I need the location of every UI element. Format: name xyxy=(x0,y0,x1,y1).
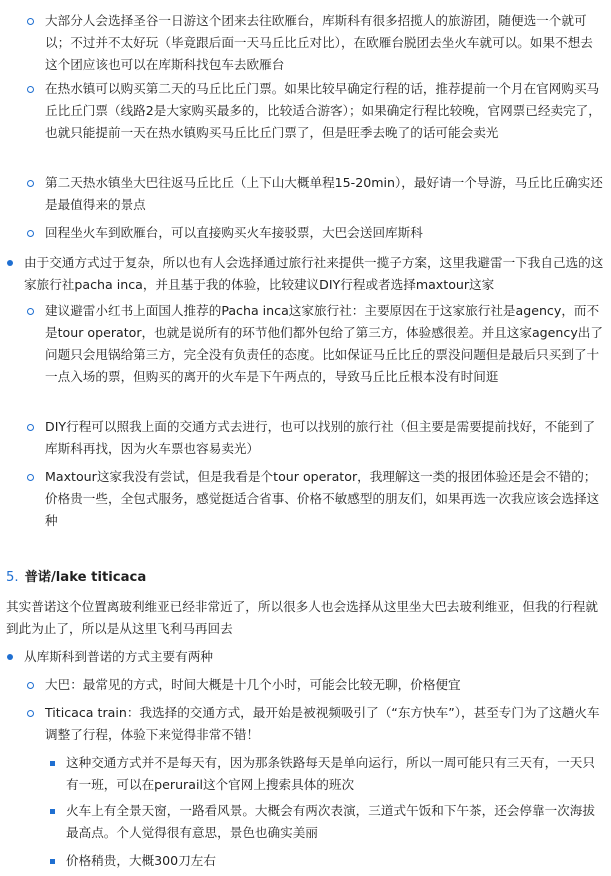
circle-bullet-icon xyxy=(27,424,34,431)
section-heading xyxy=(6,567,146,589)
disc-bullet-icon xyxy=(7,260,13,266)
list-item-travel-agency xyxy=(24,252,605,296)
section-intro: 其实普诺这个位置离玻利维亚已经非常近了，所以很多人也会选择从这里坐大巴去玻利维亚，但我的行程就到此为止了，所以是从这里飞利马再回去 xyxy=(6,599,598,636)
circle-bullet-icon xyxy=(27,308,34,315)
list-item-return xyxy=(45,222,605,244)
list-item-text: 从库斯科到普诺的方式主要有两种 xyxy=(24,649,213,664)
list-item-text: Maxtour这家我没有尝试，但是我看是个tour operator，我理解这一类的报团体验还是会不错的；价格贵一些，全包式服务，感觉挺适合省事、价格不敏感型的朋友们，如果再选一次我应该会选择这种 xyxy=(45,469,600,528)
square-bullet-icon xyxy=(50,859,55,864)
circle-bullet-icon xyxy=(27,18,34,25)
list-item-text: 在热水镇可以购买第二天的马丘比丘门票。如果比较早确定行程的话，推荐提前一个月在官网购买马丘比丘门票（线路2是大家购买最多的，比较适合游客）；如果确定行程比较晚，官网票已经卖完了，也就只能提前一天在热水镇购买马丘比丘门票了，但是旺季去晚了的话可能会卖光 xyxy=(45,81,601,140)
section-title: 普诺/lake titicaca xyxy=(24,570,147,585)
list-item-pacha-inca xyxy=(45,300,605,388)
list-item-text: 大部分人会选择圣谷一日游这个团来去往欧雁台，库斯科有很多招揽人的旅游团，随便选一个就可以；不过并不太好玩（毕竟跟后面一天马丘比丘对比），在欧雁台脱团去坐火车就可以。如果不想去这个团应该也可以在库斯科找包车去欧雁台 xyxy=(45,13,593,72)
list-item-text: 火车上有全景天窗，一路看风景。大概会有两次表演，三道式午饭和下午茶，还会停靠一次海拔最高点。个人觉得很有意思，景色也确实美丽 xyxy=(66,803,595,840)
list-item-text: 这种交通方式并不是每天有，因为那条铁路每天是单向运行，所以一周可能只有三天有，一天只有一班，可以在perurail这个官网上搜索具体的班次 xyxy=(66,755,595,792)
list-item-text: 第二天热水镇坐大巴往返马丘比丘（上下山大概单程15-20min），最好请一个导游，马丘比丘确实还是最值得来的景点 xyxy=(45,175,603,212)
list-item-text: Titicaca train：我选择的交通方式，最开始是被视频吸引了（“东方快车”），甚至专门为了这趟火车调整了行程，体验下来觉得非常不错！ xyxy=(45,705,600,742)
circle-bullet-icon xyxy=(27,180,34,187)
list-item-diy xyxy=(45,416,605,460)
list-item-bus xyxy=(45,172,605,216)
list-item-two-ways xyxy=(24,646,605,668)
list-item-text: 由于交通方式过于复杂，所以也有人会选择通过旅行社来提供一揽子方案，这里我避雷一下我自己选的这家旅行社pacha inca，并且基于我的体验，比较建议DIY行程或者选择maxtour这家 xyxy=(24,255,604,292)
list-item-titicaca-train xyxy=(45,702,605,746)
disc-bullet-icon xyxy=(7,654,13,660)
circle-bullet-icon xyxy=(27,474,34,481)
list-item-text: 价格稍贵，大概300刀左右 xyxy=(66,853,216,868)
section-number: 5. xyxy=(6,570,19,585)
list-item-tour-group xyxy=(45,10,605,76)
circle-bullet-icon xyxy=(27,710,34,717)
circle-bullet-icon xyxy=(27,86,34,93)
list-item-text: 大巴：最常见的方式，时间大概是十几个小时，可能会比较无聊，价格便宜 xyxy=(45,677,461,692)
list-item-text: DIY行程可以照我上面的交通方式去进行，也可以找别的旅行社（但主要是需要提前找好，不能到了库斯科再找，因为火车票也容易卖光） xyxy=(45,419,596,456)
list-item-bus-option xyxy=(45,674,605,696)
list-item-tickets xyxy=(45,78,605,144)
list-item-schedule xyxy=(66,752,605,796)
circle-bullet-icon xyxy=(27,230,34,237)
square-bullet-icon xyxy=(50,761,55,766)
list-item-text: 回程坐火车到欧雁台，可以直接购买火车接驳票，大巴会送回库斯科 xyxy=(45,225,423,240)
list-item-onboard xyxy=(66,800,605,844)
list-item-text: 建议避雷小红书上面国人推荐的Pacha inca这家旅行社：主要原因在于这家旅行社是agency，而不是tour operator，也就是说所有的环节他们都外包给了第三方，体验感很差。并且这家agency出了问题只会甩锅给第三方，完全没有负责任的态度。比如保证马丘比丘的票没问题但是最后只买到了十一点入场的票，但购买的离开的火车是下午两点的，导致马丘比丘根本没有时间逛 xyxy=(45,303,603,384)
circle-bullet-icon xyxy=(27,682,34,689)
square-bullet-icon xyxy=(50,809,55,814)
list-item-maxtour xyxy=(45,466,605,532)
list-item-price xyxy=(66,850,605,872)
